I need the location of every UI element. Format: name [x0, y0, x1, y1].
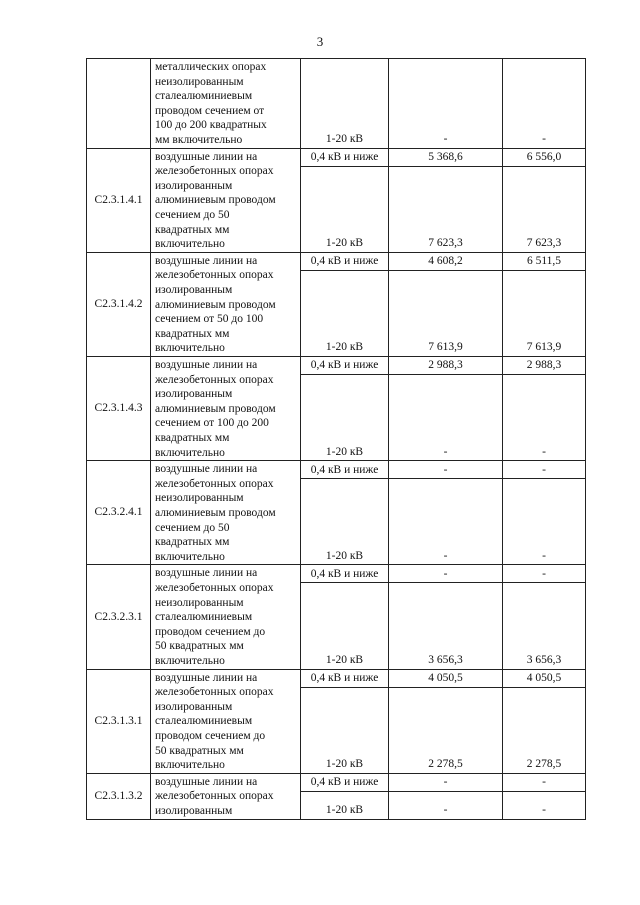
description-line: неизолированным [155, 492, 244, 505]
row-code: С2.3.1.4.1 [87, 148, 151, 252]
description-line: железобетонных опорах [155, 477, 274, 490]
voltage-cell: 1-20 кВ [301, 791, 389, 819]
value-cell-1: 2 278,5 [389, 687, 503, 773]
description-line: железобетонных опорах [155, 581, 274, 594]
page-number: 3 [316, 34, 324, 49]
voltage-cell: 1-20 кВ [301, 166, 389, 252]
description-line: алюминиевым проводом [155, 402, 276, 415]
value-cell-1: 4 050,5 [389, 669, 503, 687]
row-description [151, 252, 301, 356]
description-line: проводом сечением до [155, 729, 266, 742]
description-line: квадратных мм [155, 431, 230, 444]
row-description [151, 669, 301, 773]
row-description [151, 356, 301, 460]
description-line: включительно [155, 342, 225, 355]
value-cell-1: - [389, 479, 503, 565]
value-cell-2: - [503, 773, 586, 791]
voltage-cell: 1-20 кВ [301, 270, 389, 356]
table-row [87, 59, 586, 149]
voltage-cell: 1-20 кВ [301, 479, 389, 565]
description-line: изолированным [155, 179, 233, 192]
voltage-cell: 0,4 кВ и ниже [301, 356, 389, 374]
value-cell-1: 7 623,3 [389, 166, 503, 252]
table-row [87, 356, 586, 374]
voltage-cell: 1-20 кВ [301, 59, 389, 149]
description-line: квадратных мм [155, 223, 230, 236]
row-description [151, 565, 301, 669]
description-line: включительно [155, 238, 225, 251]
tariff-table [86, 58, 586, 820]
description-line: железобетонных опорах [155, 686, 274, 699]
row-code: С2.3.1.3.2 [87, 773, 151, 819]
row-code: С2.3.2.3.1 [87, 565, 151, 669]
value-cell-1: - [389, 461, 503, 479]
table-row [87, 669, 586, 687]
description-line: 100 до 200 квадратных [155, 119, 267, 132]
description-line: воздушные линии на [155, 775, 258, 788]
value-cell-2: - [503, 565, 586, 583]
description-line: сечением до 50 [155, 208, 230, 221]
row-code: С2.3.1.3.1 [87, 669, 151, 773]
table-row [87, 461, 586, 479]
description-line: квадратных мм [155, 327, 230, 340]
description-line: воздушные линии на [155, 358, 258, 371]
description-line: 50 квадратных мм [155, 640, 244, 653]
description-line: сечением до 50 [155, 521, 230, 534]
table-row [87, 252, 586, 270]
table-row [87, 565, 586, 583]
description-line: металлических опорах [155, 61, 267, 73]
voltage-cell: 0,4 кВ и ниже [301, 773, 389, 791]
description-line: изолированным [155, 388, 233, 401]
description-line: неизолированным [155, 75, 244, 88]
row-description [151, 59, 301, 149]
description-line: воздушные линии на [155, 671, 258, 684]
description-line: железобетонных опорах [155, 165, 274, 178]
voltage-cell: 0,4 кВ и ниже [301, 565, 389, 583]
value-cell-2: - [503, 59, 586, 149]
description-line: изолированным [155, 283, 233, 296]
row-description [151, 148, 301, 252]
description-line: сталеалюминиевым [155, 715, 253, 728]
value-cell-2: 7 613,9 [503, 270, 586, 356]
description-line: железобетонных опорах [155, 269, 274, 282]
description-line: сечением от 50 до 100 [155, 313, 264, 326]
row-description [151, 461, 301, 565]
voltage-cell: 0,4 кВ и ниже [301, 461, 389, 479]
value-cell-2: - [503, 374, 586, 460]
voltage-cell: 1-20 кВ [301, 374, 389, 460]
value-cell-2: 7 623,3 [503, 166, 586, 252]
value-cell-2: - [503, 461, 586, 479]
value-cell-2: - [503, 791, 586, 819]
description-line: сталеалюминиевым [155, 90, 253, 103]
description-line: железобетонных опорах [155, 790, 274, 803]
value-cell-1: - [389, 565, 503, 583]
value-cell-2: 6 556,0 [503, 148, 586, 166]
description-line: включительно [155, 654, 225, 667]
description-line: включительно [155, 550, 225, 563]
value-cell-2: 3 656,3 [503, 583, 586, 669]
tariff-table-body [87, 59, 586, 820]
value-cell-1: - [389, 374, 503, 460]
description-line: включительно [155, 446, 225, 459]
voltage-cell: 0,4 кВ и ниже [301, 148, 389, 166]
voltage-cell: 1-20 кВ [301, 687, 389, 773]
row-description [151, 773, 301, 819]
value-cell-2: 2 988,3 [503, 356, 586, 374]
table-row [87, 148, 586, 166]
value-cell-1: 3 656,3 [389, 583, 503, 669]
description-line: 50 квадратных мм [155, 744, 244, 757]
description-line: сечением от 100 до 200 [155, 417, 269, 430]
row-code: С2.3.2.4.1 [87, 461, 151, 565]
voltage-cell: 0,4 кВ и ниже [301, 669, 389, 687]
voltage-cell: 1-20 кВ [301, 583, 389, 669]
row-code: С2.3.1.4.2 [87, 252, 151, 356]
row-code: С2.3.1.4.3 [87, 356, 151, 460]
description-line: воздушные линии на [155, 254, 258, 267]
description-line: воздушные линии на [155, 567, 258, 580]
description-line: мм включительно [155, 133, 243, 146]
description-line: включительно [155, 759, 225, 772]
value-cell-2: - [503, 479, 586, 565]
description-line: воздушные линии на [155, 150, 258, 163]
value-cell-2: 2 278,5 [503, 687, 586, 773]
row-code [87, 59, 151, 149]
value-cell-1: 2 988,3 [389, 356, 503, 374]
description-line: проводом сечением от [155, 104, 265, 117]
description-line: воздушные линии на [155, 463, 258, 476]
value-cell-1: - [389, 773, 503, 791]
description-line: изолированным [155, 700, 233, 713]
value-cell-1: - [389, 791, 503, 819]
table-row [87, 773, 586, 791]
voltage-cell: 0,4 кВ и ниже [301, 252, 389, 270]
value-cell-2: 6 511,5 [503, 252, 586, 270]
value-cell-2: 4 050,5 [503, 669, 586, 687]
description-line: проводом сечением до [155, 625, 266, 638]
value-cell-1: 4 608,2 [389, 252, 503, 270]
description-line: квадратных мм [155, 536, 230, 549]
description-line: алюминиевым проводом [155, 194, 276, 207]
description-line: сталеалюминиевым [155, 611, 253, 624]
description-line: изолированным [155, 804, 233, 817]
value-cell-1: 5 368,6 [389, 148, 503, 166]
description-line: железобетонных опорах [155, 373, 274, 386]
value-cell-1: - [389, 59, 503, 149]
value-cell-1: 7 613,9 [389, 270, 503, 356]
description-line: алюминиевым проводом [155, 298, 276, 311]
description-line: неизолированным [155, 596, 244, 609]
description-line: алюминиевым проводом [155, 506, 276, 519]
